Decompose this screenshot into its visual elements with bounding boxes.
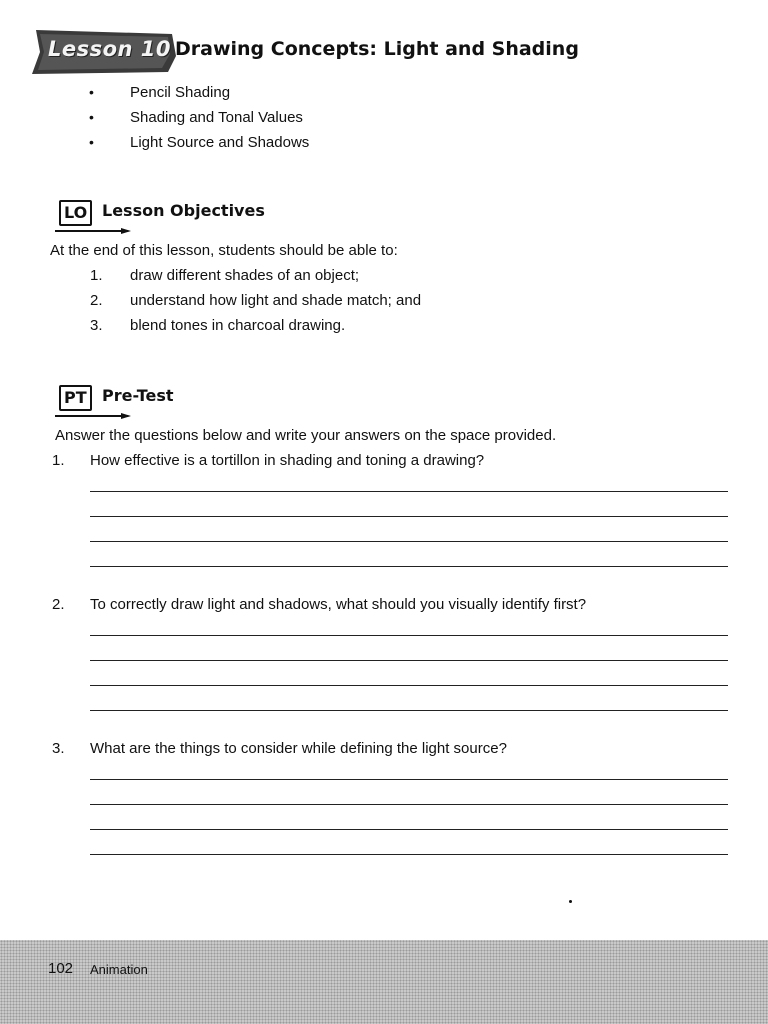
lesson-title: Drawing Concepts: Light and Shading [175,38,579,60]
answer-line[interactable] [90,779,728,780]
objective-number: 2. [90,292,103,309]
ink-speck [569,900,572,903]
answer-line[interactable] [90,566,728,567]
objectives-heading [55,198,315,232]
answer-line[interactable] [90,710,728,711]
objective-text: understand how light and shade match; and [130,292,422,309]
bullet-icon: • [89,134,94,150]
pencil-underline-icon [55,413,135,421]
answer-line[interactable] [90,854,728,855]
objectives-list [90,263,421,338]
topic-item [84,130,309,155]
answer-line[interactable] [90,660,728,661]
bullet-icon: • [89,84,94,100]
answer-line[interactable] [90,516,728,517]
question-3 [52,739,732,859]
footer-subject: Animation [90,962,148,977]
pretest-heading [55,383,255,417]
objective-text: blend tones in charcoal drawing. [130,317,346,334]
objective-text: draw different shades of an object; [130,267,360,284]
lesson-header [30,26,650,78]
topic-list [84,80,309,155]
question-1 [52,451,732,571]
question-2 [52,595,732,715]
answer-line[interactable] [90,804,728,805]
answer-line[interactable] [90,541,728,542]
question-number: 1. [52,452,65,469]
question-text: To correctly draw light and shadows, what should you visually identify first? [90,596,587,613]
question-number: 3. [52,740,65,757]
pretest-title: Pre-Test [102,386,174,405]
topic-item [84,80,309,105]
question-text: How effective is a tortillon in shading and toning a drawing? [90,452,485,469]
answer-line[interactable] [90,829,728,830]
topic-label: Shading and Tonal Values [130,109,303,126]
pretest-badge: PT [59,385,92,411]
answer-line[interactable] [90,635,728,636]
topic-label: Light Source and Shadows [130,134,310,151]
topic-item [84,105,309,130]
objective-number: 3. [90,317,103,334]
topic-label: Pencil Shading [130,84,231,101]
objective-item [90,313,421,338]
pencil-underline-icon [55,228,135,236]
objectives-title: Lesson Objectives [102,201,265,220]
question-text: What are the things to consider while defining the light source? [90,740,507,757]
answer-line[interactable] [90,685,728,686]
question-number: 2. [52,596,65,613]
objectives-badge: LO [59,200,92,226]
answer-line[interactable] [90,491,728,492]
lesson-badge [30,26,180,76]
bullet-icon: • [89,109,94,125]
objective-item [90,263,421,288]
footer-band [0,940,768,1024]
page-number: 102 [48,960,74,977]
objectives-intro: At the end of this lesson, students should be able to: [50,242,398,259]
lesson-badge-label: Lesson 10 [48,37,172,61]
objective-number: 1. [90,267,103,284]
objective-item [90,288,421,313]
pretest-instructions: Answer the questions below and write your answers on the space provided. [55,427,557,444]
